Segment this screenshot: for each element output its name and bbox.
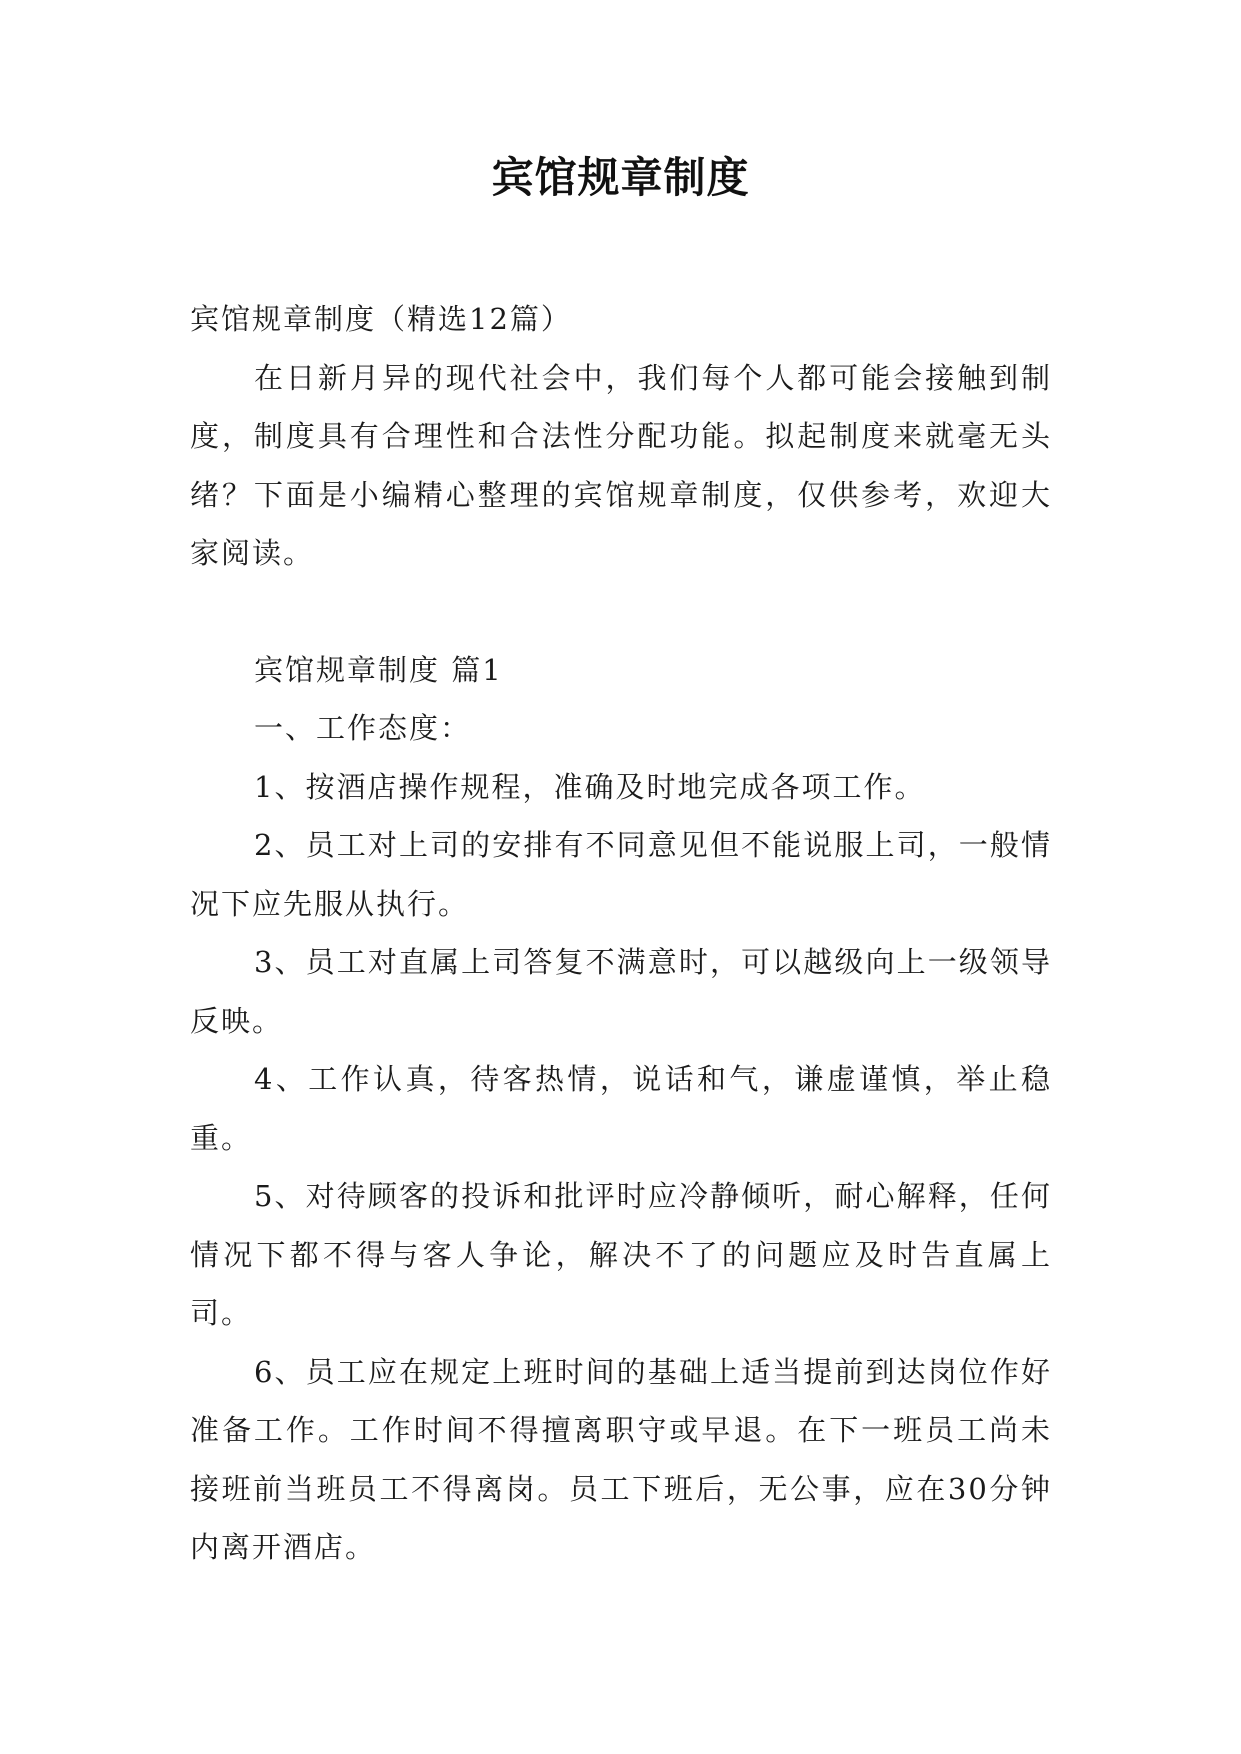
section-heading: 宾馆规章制度 篇1 — [254, 652, 503, 687]
intro-paragraph: 在日新月异的现代社会中，我们每个人都可能会接触到制度，制度具有合理性和合法性分配功能。拟起制度来就毫无头绪？下面是小编精心整理的宾馆规章制度，仅供参考，欢迎大家阅读。 — [190, 360, 1052, 570]
rule-item-4: 4、工作认真，待客热情，说话和气，谦虚谨慎，举止稳重。 — [190, 1062, 1052, 1155]
subsection-heading: 一、工作态度： — [254, 711, 472, 745]
document-title: 宾馆规章制度 — [491, 153, 750, 202]
rule-item-3: 3、员工对直属上司答复不满意时，可以越级向上一级领导反映。 — [190, 945, 1052, 1038]
rule-item-6: 6、员工应在规定上班时间的基础上适当提前到达岗位作好准备工作。工作时间不得擅离职守或早退。在下一班员工尚未接班前当班员工不得离岗。员工下班后，无公事，应在30分钟内离开酒店。 — [190, 1354, 1052, 1564]
document-subtitle: 宾馆规章制度（精选12篇） — [190, 302, 572, 336]
rule-item-5: 5、对待顾客的投诉和批评时应冷静倾听，耐心解释，任何情况下都不得与客人争论，解决不了的问题应及时告直属上司。 — [190, 1179, 1052, 1330]
document-body — [190, 290, 1052, 1577]
rule-item-2: 2、员工对上司的安排有不同意见但不能说服上司，一般情况下应先服从执行。 — [190, 828, 1052, 921]
rule-item-1: 1、按酒店操作规程，准确及时地完成各项工作。 — [254, 769, 926, 804]
spacer — [190, 583, 1052, 641]
